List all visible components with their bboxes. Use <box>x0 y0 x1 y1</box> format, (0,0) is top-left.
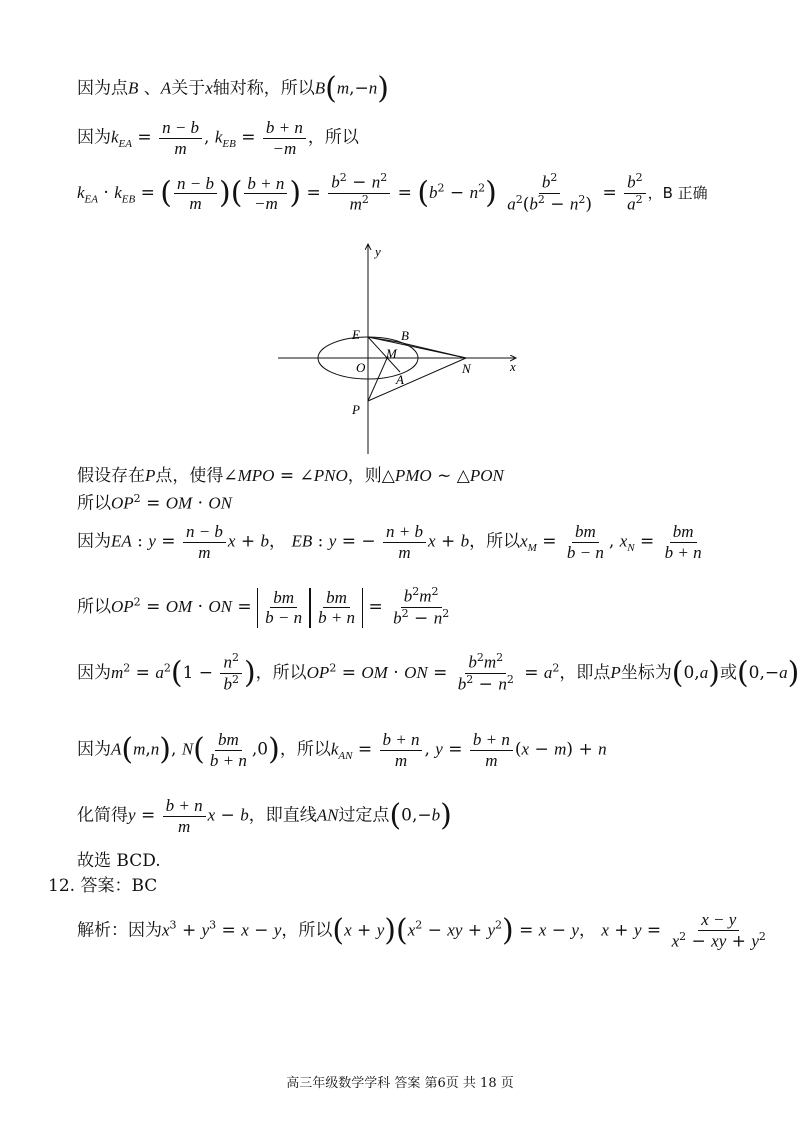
line-7: 所以$OP^2$ = OM · ON = $\frac{bm}{b - n}$ $\frac{bm}{b + n}$ = $\frac{b^2m^2}{b^2 - n^2}$ <box>77 585 450 629</box>
line-8: 因为$m^2 = a^2(1$ − $\frac{n^2}{b^2}$ )，所以$OP^2$ = OM · ON = $\frac{b^2m^2}{b^2 - n^2}$ = $a^2$，即点P坐标为(0,a)或(0,−a) <box>77 651 800 695</box>
line-BN <box>398 342 466 358</box>
label-x: x <box>510 359 516 374</box>
line-5: 所以$OP^2$ = OM · ON <box>77 492 233 514</box>
label-B: B <box>401 328 409 343</box>
line-6: 因为EA : y = $\frac{n - b}{m}$ x + b， EB : y = − $\frac{n + b}{m}$ x + b，所以$x_M$ = $\frac{bm}{b - n}$ , $x_N$ = $\frac{bm}{b + n}$ <box>77 522 702 562</box>
label-E: E <box>352 327 360 342</box>
label-y: y <box>375 244 381 259</box>
page-footer: 高三年级数学学科 答案 第6页 共 18 页 <box>286 1076 514 1091</box>
line-9: 因为A(m,n), N( $\frac{bm}{b + n}$ ,0)，所以$k_{AN}$ = $\frac{b + n}{m}$ , y = $\frac{b + n}{m}$ (x − m) + n <box>77 730 607 770</box>
line-1: 因为点B 、A关于x轴对称，所以B(m,−n) <box>77 71 389 106</box>
label-A: A <box>396 372 404 387</box>
label-O: O <box>356 360 366 375</box>
line-4: 假设存在P点，使得∠MPO = ∠PNO，则△PMO ~ △PON <box>77 466 504 486</box>
line-2: 因为$k_{EA}$ = $\frac{n - b}{m}$ , $k_{EB}$ = $\frac{b + n}{-m}$ ，所以 <box>77 118 359 158</box>
label-M: M <box>386 346 397 361</box>
line-10: 化简得y = $\frac{b + n}{m}$ x − b，即直线AN过定点(0,−b) <box>77 796 452 836</box>
ellipse-figure <box>278 238 528 458</box>
conclusion: 故选 BCD. <box>77 851 161 871</box>
line-12: 解析：因为$x^3 + y^3 = x - y$，所以$(x + y)(x^2$ − xy + $y^2) = x - y$， x + y = $\frac{x - y}{x^2 - xy + y^2}$ <box>77 910 766 952</box>
label-P: P <box>352 402 360 417</box>
q12-answer: 12. 答案：BC <box>48 876 158 896</box>
label-N: N <box>462 361 471 376</box>
line-3: $k_{EA} \cdot k_{EB}$ = ( $\frac{n - b}{m}$ )( $\frac{b + n}{-m}$ ) = $\frac{b^2 - n^2}{m^2}$ = $(b^2 - n^2)$ $\frac{b^2}{a^2(b^2 - n^2)}$ = $\frac{b^2}{a^2}$ ，B 正确 <box>77 171 708 215</box>
line-PN <box>368 358 466 401</box>
